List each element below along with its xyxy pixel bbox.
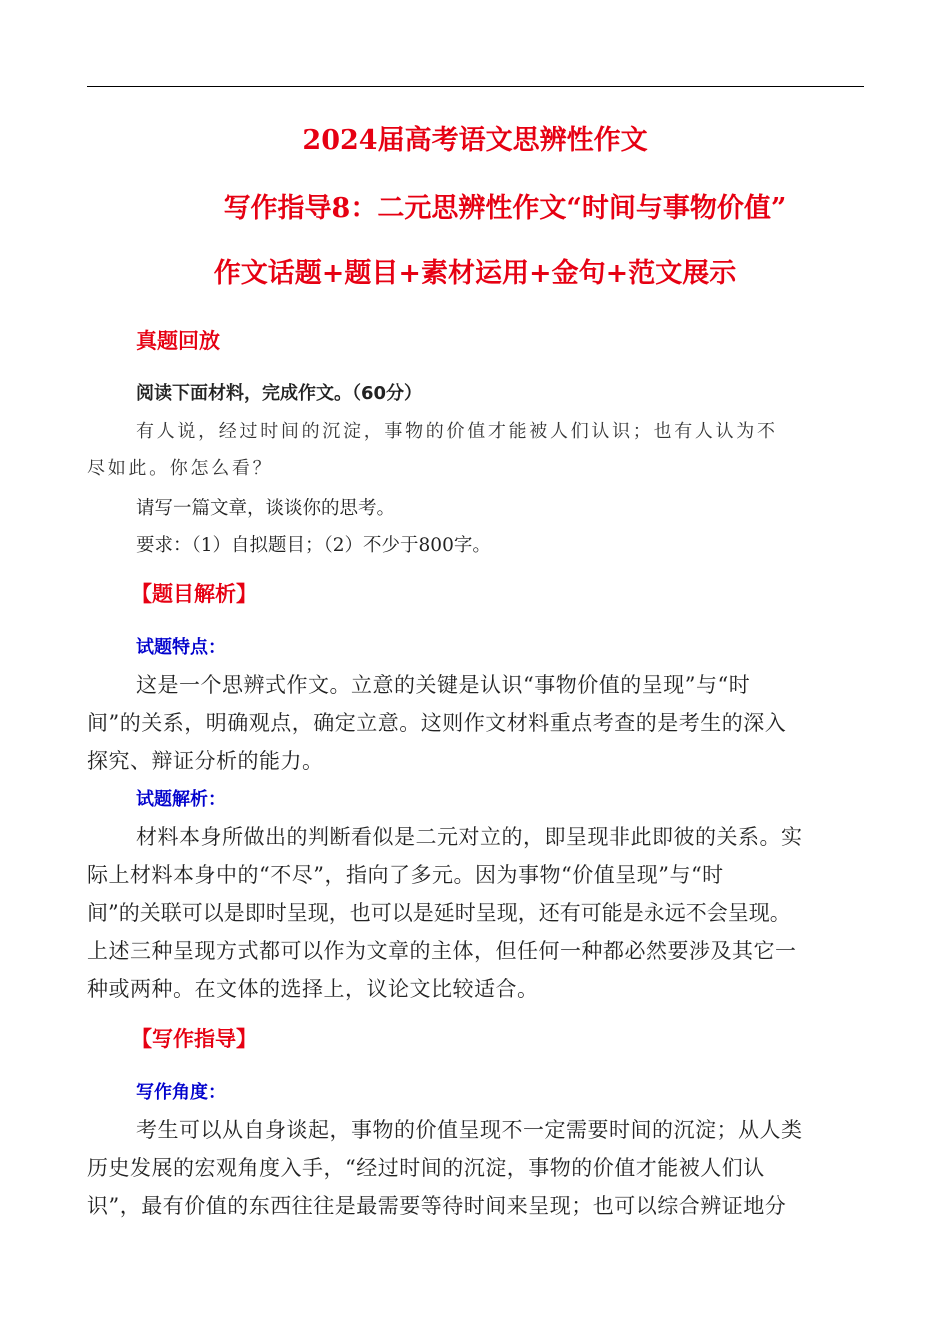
exam-instruction: 阅读下面材料，完成作文。（60分） xyxy=(136,383,423,404)
analysis-heading: 试题解析： xyxy=(136,789,226,810)
paragraph-line: 材料本身所做出的判断看似是二元对立的，即呈现非此即彼的关系。实 xyxy=(136,825,803,849)
writing-requirements: 要求：（1）自拟题目；（2）不少于800字。 xyxy=(136,535,491,556)
paragraph-line: 间”的关系，明确观点，确定立意。这则作文材料重点考查的是考生的深入 xyxy=(87,711,787,735)
top-rule xyxy=(87,86,864,87)
paragraph-line: 间”的关联可以是即时呈现，也可以是延时呈现，还有可能是永远不会呈现。 xyxy=(87,901,791,925)
angle-heading: 写作角度： xyxy=(136,1082,226,1103)
paragraph-line: 这是一个思辨式作文。立意的关键是认识“事物价值的呈现”与“时 xyxy=(136,673,751,697)
section-heading-jiexi: 【题目解析】 xyxy=(131,582,257,606)
paragraph-line: 历史发展的宏观角度入手，“经过时间的沉淀，事物的价值才能被人们认 xyxy=(87,1156,765,1180)
material-line: 有人说，经过时间的沉淀，事物的价值才能被人们认识；也有人认为不 xyxy=(136,421,778,442)
features-heading: 试题特点： xyxy=(136,637,226,658)
section-heading-zhenti: 真题回放 xyxy=(136,329,220,353)
section-heading-zhidao: 【写作指导】 xyxy=(131,1027,257,1051)
document-subtitle-topics: 作文话题+题目+素材运用+金句+范文展示 xyxy=(213,258,737,289)
paragraph-line: 考生可以从自身谈起，事物的价值呈现不一定需要时间的沉淀；从人类 xyxy=(136,1118,803,1142)
paragraph-line: 探究、辩证分析的能力。 xyxy=(87,749,324,773)
paragraph-line: 上述三种呈现方式都可以作为文章的主体，但任何一种都必然要涉及其它一 xyxy=(87,939,797,963)
material-line: 尽如此。你怎么看？ xyxy=(87,458,274,479)
paragraph-line: 种或两种。在文体的选择上，议论文比较适合。 xyxy=(87,977,539,1001)
document-subtitle: 写作指导8：二元思辨性作文“时间与事物价值” xyxy=(223,193,787,224)
paragraph-line: 际上材料本身中的“不尽”，指向了多元。因为事物“价值呈现”与“时 xyxy=(87,863,724,887)
writing-prompt: 请写一篇文章，谈谈你的思考。 xyxy=(136,498,396,519)
document-title: 2024届高考语文思辨性作文 xyxy=(302,125,648,156)
paragraph-line: 识”，最有价值的东西往往是最需要等待时间来呈现；也可以综合辨证地分 xyxy=(87,1194,787,1218)
